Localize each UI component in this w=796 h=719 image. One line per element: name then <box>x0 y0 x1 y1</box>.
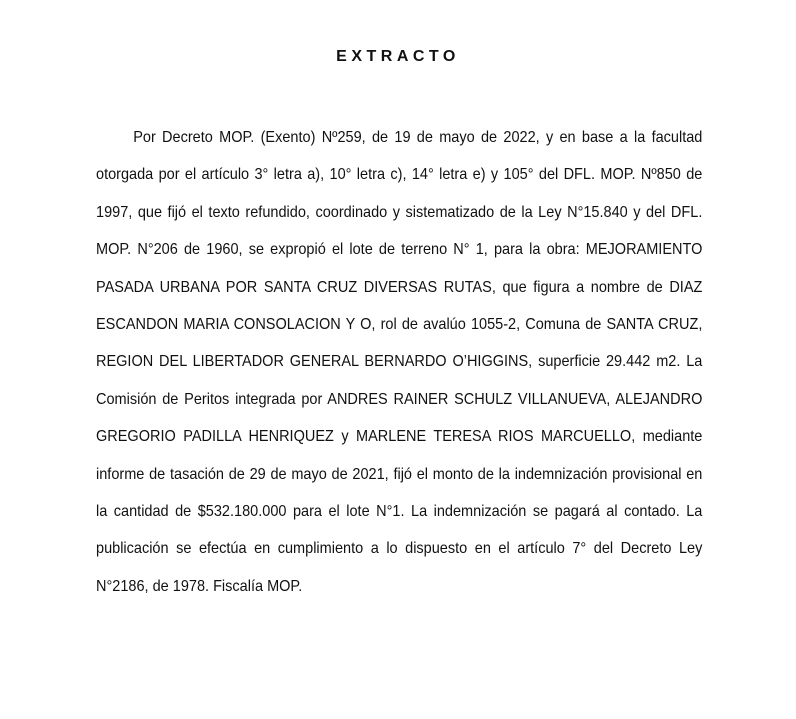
document-body-paragraph: Por Decreto MOP. (Exento) Nº259, de 19 de mayo de 2022, y en base a la facultad otorgada por el artículo 3° letra a), 10° letra c), 14° letra e) y 105° del DFL. MOP. Nº850 de 1997, que fijó el texto refundido, coordinado y sistematizado de la Ley N°15.840 y del DFL. MOP. N°206 de 1960, se expropió el lote de terreno N° 1, para la obra: MEJORAMIENTO PASADA URBANA POR SANTA CRUZ DIVERSAS RUTAS, que figura a nombre de DIAZ ESCANDON MARIA CONSOLACION Y O, rol de avalúo 1055-2, Comuna de SANTA CRUZ, REGION DEL LIBERTADOR GENERAL BERNARDO O’HIGGINS, superficie 29.442 m2. La Comisión de Peritos integrada por ANDRES RAINER SCHULZ VILLANUEVA, ALEJANDRO GREGORIO PADILLA HENRIQUEZ y MARLENE TERESA RIOS MARCUELLO, mediante informe de tasación de 29 de mayo de 2021, fijó el monto de la indemnización provisional en la cantidad de $532.180.000 para el lote N°1. La indemnización se pagará al contado. La publicación se efectúa en cumplimiento a lo dispuesto en el artículo 7° del Decreto Ley N°2186, de 1978. Fiscalía MOP. <box>96 129 703 595</box>
document-title: EXTRACTO <box>336 48 460 65</box>
